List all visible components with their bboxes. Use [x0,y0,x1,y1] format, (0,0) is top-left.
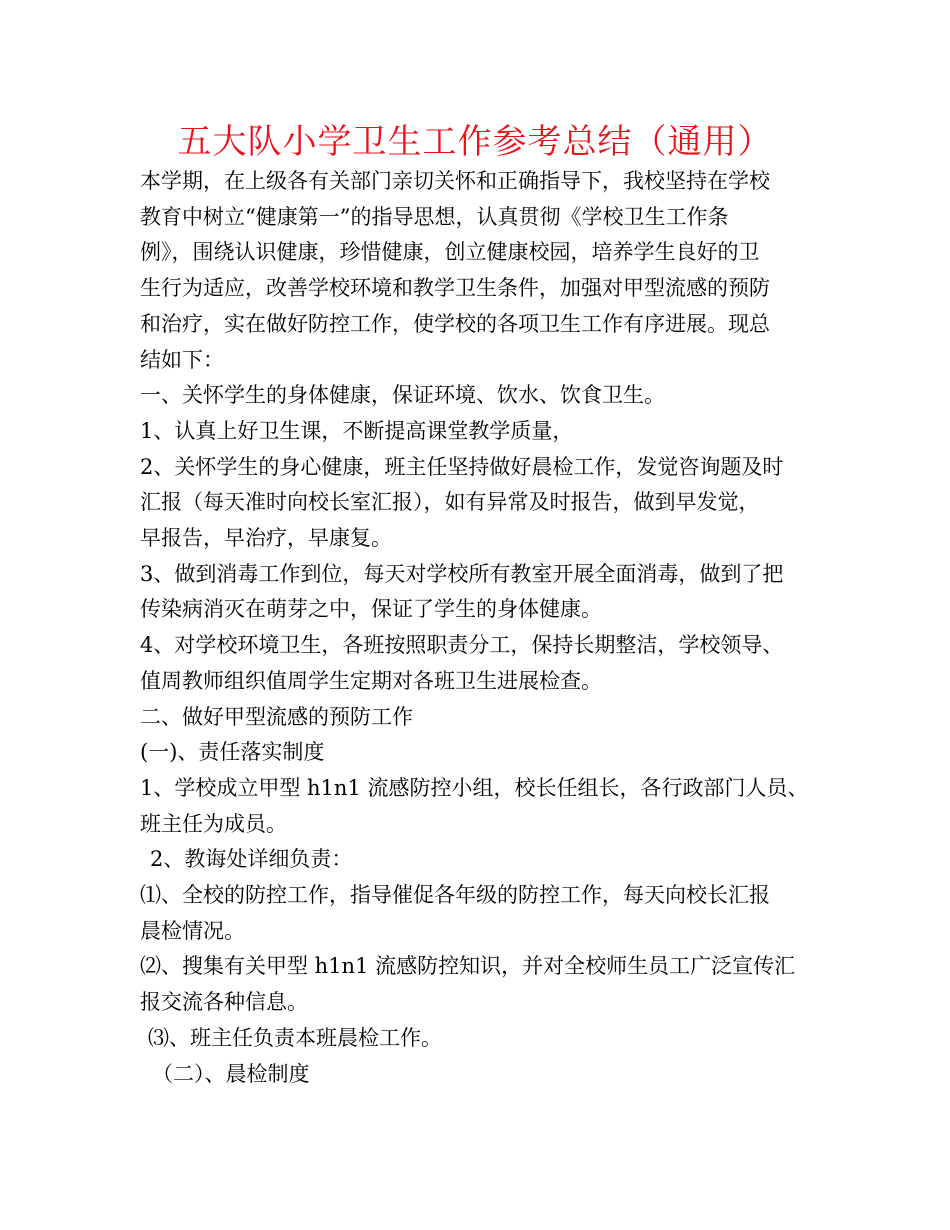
list-item: 3、做到消毒工作到位，每天对学校所有教室开展全面消毒，做到了把 [140,561,784,586]
list-item: ⑶、班主任负责本班晨检工作。 [148,1025,442,1050]
subsection-heading: (一)、责任落实制度 [140,740,325,765]
list-item: 1、认真上好卫生课，不断提高课堂教学质量， [140,418,574,443]
paragraph-line: 和治疗，实在做好防控工作，使学校的各项卫生工作有序进展。现总 [140,311,770,336]
list-item: 1、学校成立甲型 h1n1 流感防控小组，校长任组长，各行政部门人员、 [140,775,809,800]
list-item-continuation: 早报告，早治疗，早康复。 [140,526,392,551]
list-item-continuation: 值周教师组织值周学生定期对各班卫生进展检查。 [140,668,602,693]
list-item: 4、对学校环境卫生，各班按照职责分工，保持长期整洁，学校领导、 [140,633,784,658]
document-body [140,164,840,1092]
list-item: 2、关怀学生的身心健康，班主任坚持做好晨检工作，发觉咨询题及时 [140,454,784,479]
subsection-heading: （二）、晨检制度 [152,1061,310,1086]
list-item-continuation: 晨检情况。 [140,918,245,943]
document-title: 五大队小学卫生工作参考总结（通用） [177,122,773,162]
list-item-continuation: 汇报（每天准时向校长室汇报），如有异常及时报告，做到早发觉， [140,490,760,515]
list-item-continuation: 传染病消灭在萌芽之中，保证了学生的身体健康。 [140,597,602,622]
list-item: ⑵、搜集有关甲型 h1n1 流感防控知识，并对全校师生员工广泛宣传汇 [140,954,796,979]
paragraph-line: 结如下： [140,347,224,372]
list-item: ⑴、全校的防控工作，指导催促各年级的防控工作，每天向校长汇报 [140,883,770,908]
paragraph-line: 教育中树立“健康第一”的指导思想，认真贯彻《学校卫生工作条 [140,204,729,229]
section-heading: 二、做好甲型流感的预防工作 [140,704,413,729]
paragraph-line: 本学期，在上级各有关部门亲切关怀和正确指导下，我校坚持在学校 [140,169,770,193]
list-item-continuation: 班主任为成员。 [140,811,287,836]
section-heading: 一、关怀学生的身体健康，保证环境、饮水、饮食卫生。 [140,383,665,408]
paragraph-line: 例》，围绕认识健康，珍惜健康，创立健康校园，培养学生良好的卫 [140,240,760,265]
paragraph-line: 生行为适应，改善学校环境和教学卫生条件，加强对甲型流感的预防 [140,276,770,301]
list-item: 2、教诲处详细负责： [150,847,353,872]
list-item-continuation: 报交流各种信息。 [140,990,308,1015]
